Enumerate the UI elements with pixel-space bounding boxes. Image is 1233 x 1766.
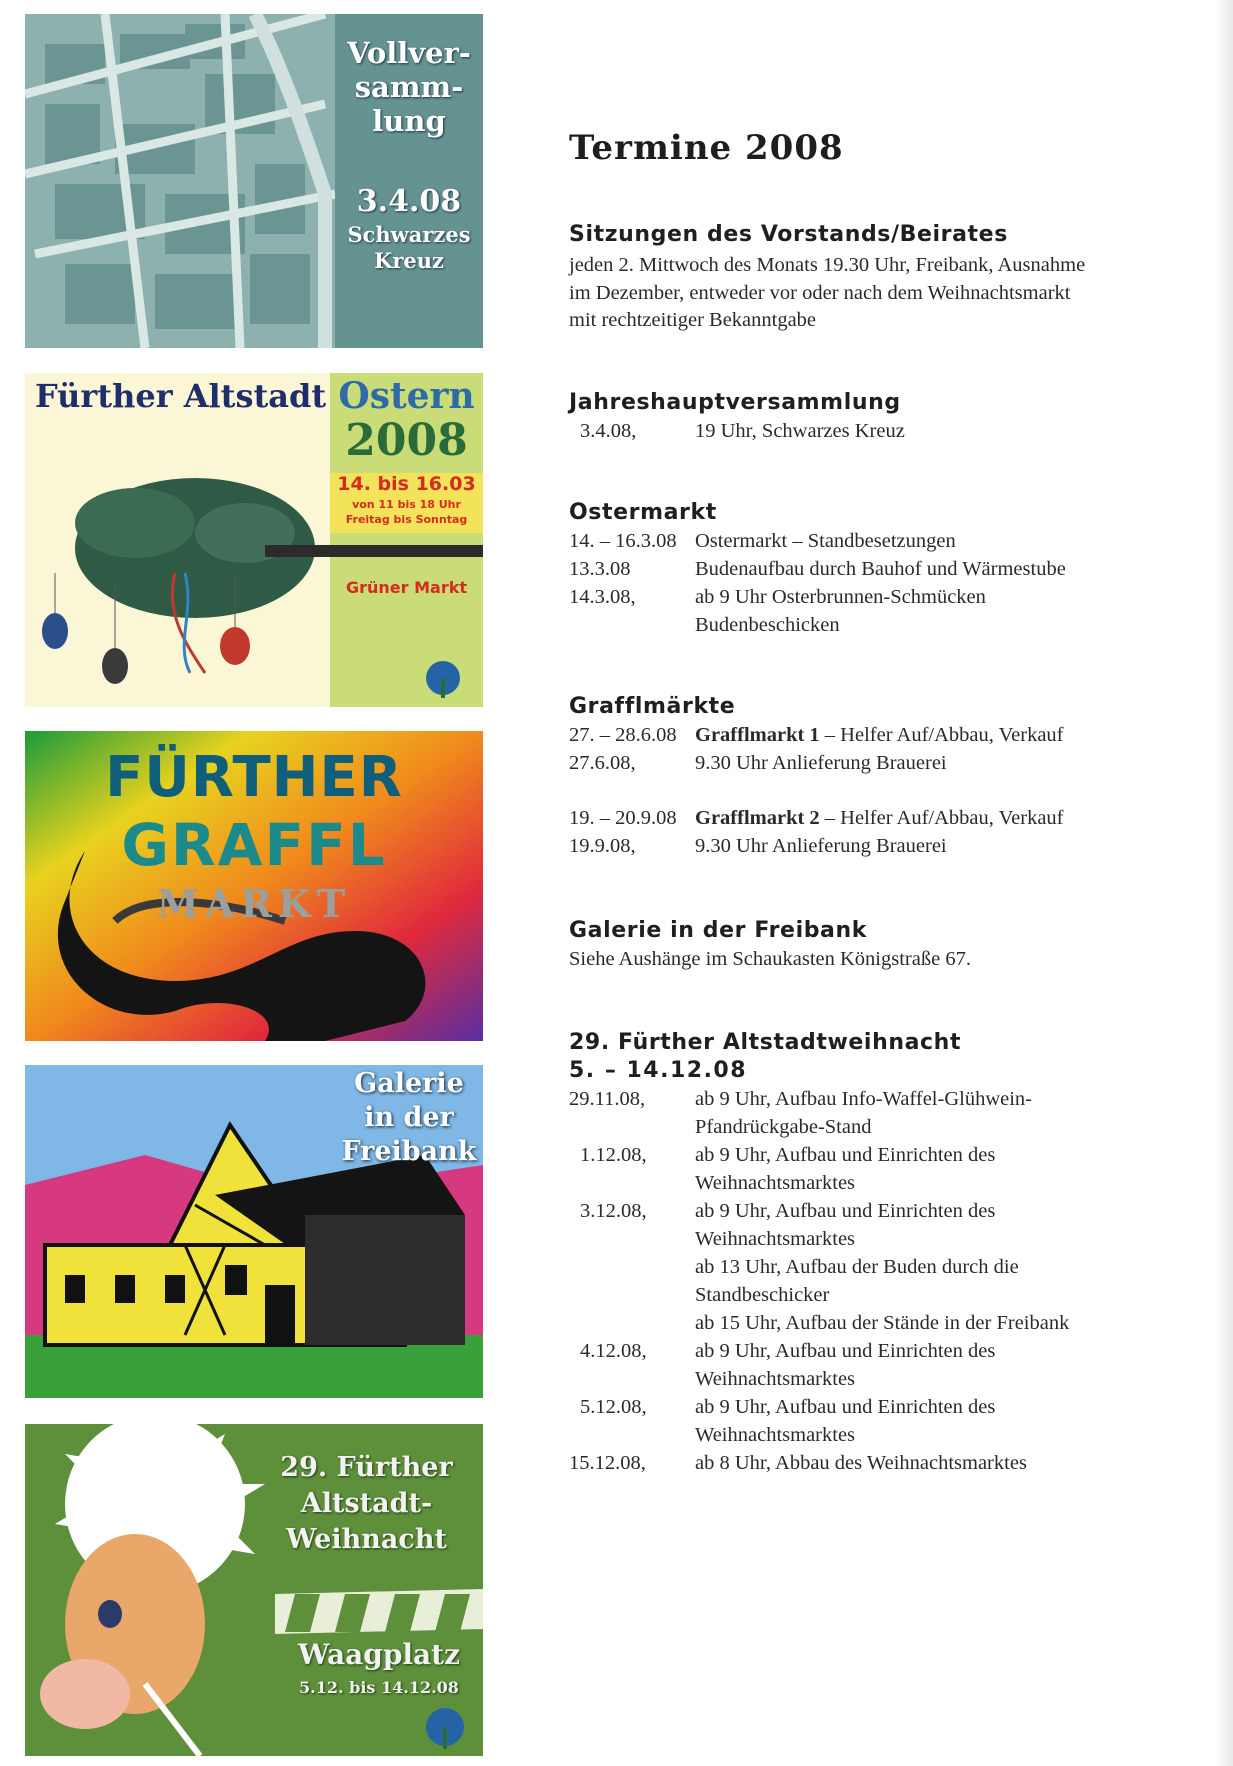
section-heading-weihnacht: 29. Fürther Altstadtweihnacht — [569, 1030, 962, 1055]
poster-line1: FÜRTHER — [105, 745, 403, 810]
poster-venue: Schwarzes Kreuz — [347, 222, 471, 273]
section-text-vorstand: jeden 2. Mittwoch des Monats 19.30 Uhr, Freibank, Ausnahme im Dezember, entweder vor oder nach dem Weihnachtsmarkt mit rechtzeitiger Bekanntgabe — [569, 254, 1086, 331]
section-heading-galerie: Galerie in der Freibank — [569, 918, 867, 943]
poster-dates: 14. bis 16.03 — [337, 473, 476, 495]
poster-subtitle: Grüner Markt — [345, 578, 467, 597]
poster-dates: 5.12. bis 14.12.08 — [299, 1678, 459, 1697]
poster-line2: GRAFFL — [121, 811, 387, 879]
poster-title: Vollver- samm- lung — [347, 36, 471, 138]
section-subheading-weihnacht: 5. – 14.12.08 — [569, 1058, 748, 1083]
poster-date: 3.4.08 — [356, 184, 462, 219]
section-heading-graffl: Grafflmärkte — [569, 694, 736, 719]
poster-grafflmarkt — [25, 731, 483, 1041]
section-text-galerie: Siehe Aushänge im Schaukasten Königstraße 67. — [569, 948, 971, 970]
poster-days: Freitag bis Sonntag — [345, 513, 468, 526]
poster-place: Waagplatz — [297, 1638, 461, 1671]
section-heading-ostermarkt: Ostermarkt — [569, 500, 717, 525]
poster-weihnacht — [25, 1424, 483, 1756]
poster-ostern — [25, 373, 483, 707]
poster-time: von 11 bis 18 Uhr — [352, 498, 461, 511]
poster-event: Ostern — [338, 375, 475, 417]
page-title: Termine 2008 — [569, 128, 844, 168]
poster-line3: MARKT — [156, 881, 352, 926]
poster-title: Fürther Altstadt — [35, 377, 327, 415]
poster-vollversammlung — [25, 14, 483, 348]
page-edge-shadow — [1215, 0, 1233, 1766]
poster-year: 2008 — [345, 415, 468, 466]
poster-title: 29. Fürther Altstadt- Weihnacht — [280, 1452, 453, 1555]
poster-title: Galerie in der Freibank — [341, 1068, 477, 1167]
poster-galerie — [25, 1065, 483, 1398]
section-heading-vorstand: Sitzungen des Vorstands/Beirates — [569, 222, 1008, 247]
section-heading-jhv: Jahreshauptversammlung — [569, 390, 901, 415]
